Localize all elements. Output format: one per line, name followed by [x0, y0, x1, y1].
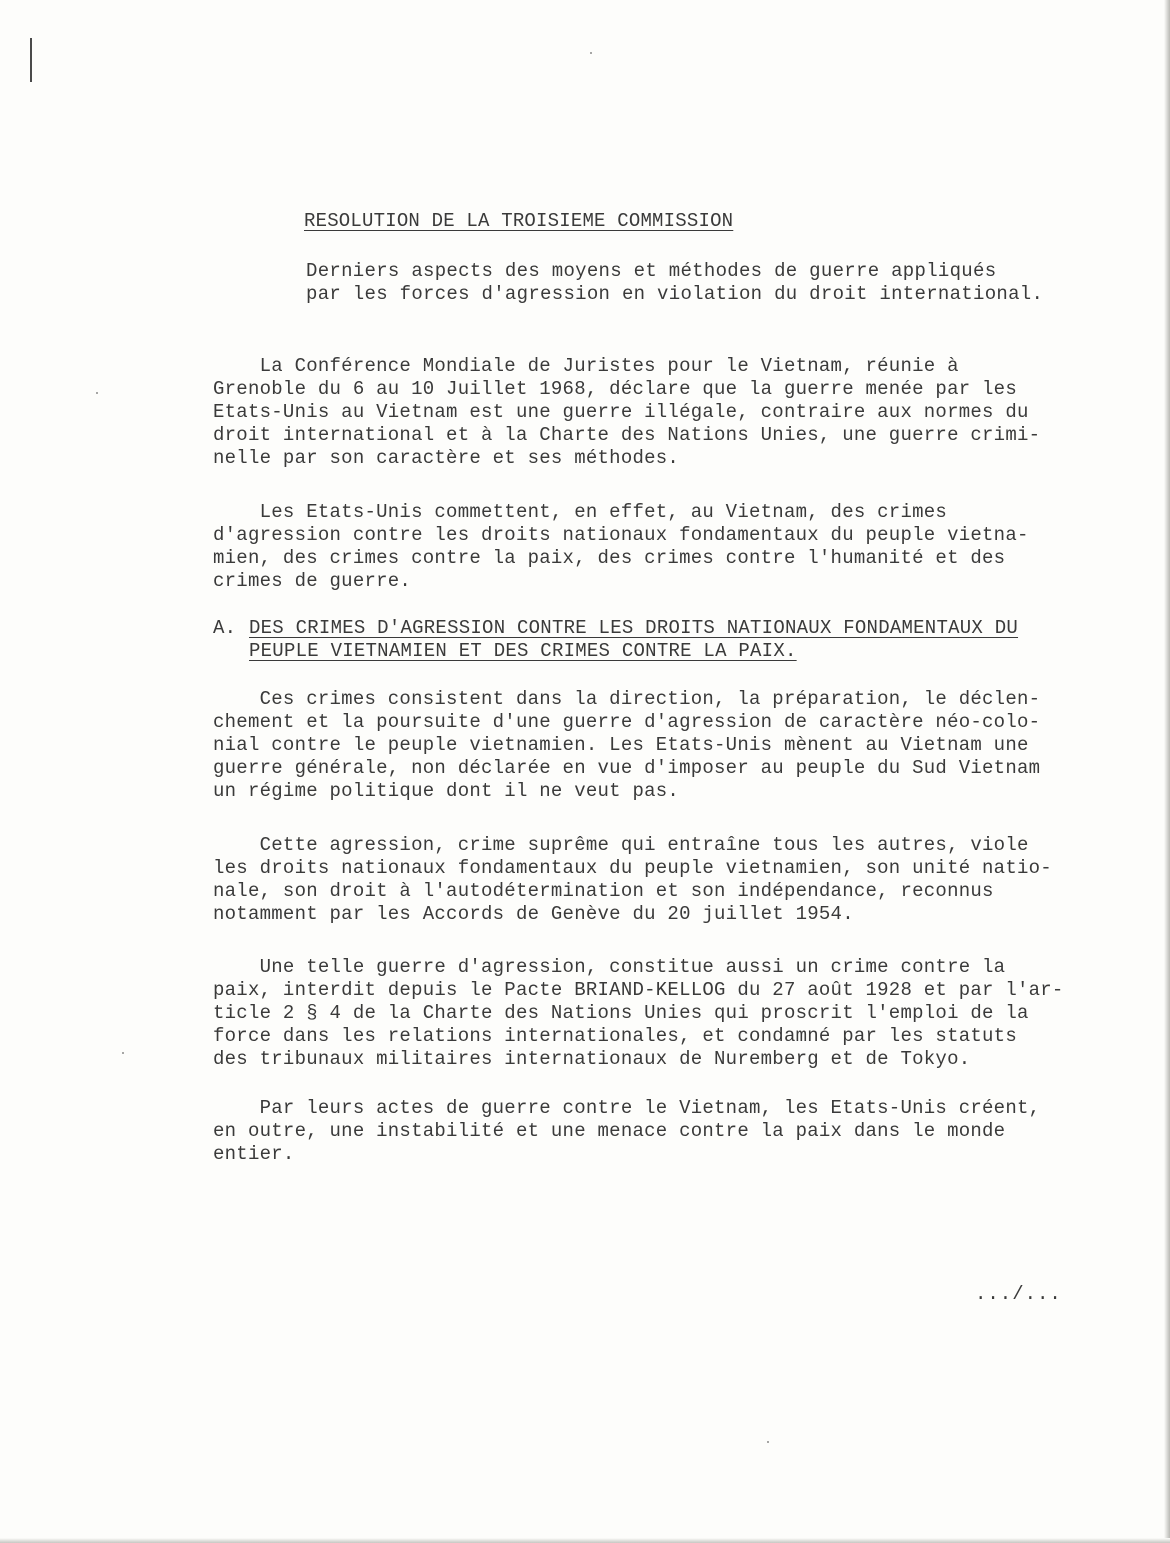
text-line: nelle par son caractère et ses méthodes. [213, 447, 680, 469]
text-line: droit international et à la Charte des Nations Unies, une guerre crimi- [213, 424, 1041, 446]
text-line: nale, son droit à l'autodétermination et son indépendance, reconnus [213, 880, 994, 902]
margin-pen-mark [30, 38, 32, 82]
heading-line: DES CRIMES D'AGRESSION CONTRE LES DROITS NATIONAUX FONDAMENTAUX DU [249, 617, 1019, 639]
text-line: Cette agression, crime suprême qui entraîne tous les autres, viole [213, 834, 1029, 856]
text-line: ticle 2 § 4 de la Charte des Nations Unies qui proscrit l'emploi de la [213, 1002, 1029, 1024]
text-line: notamment par les Accords de Genève du 20 juillet 1954. [213, 903, 854, 925]
text-line: nial contre le peuple vietnamien. Les Etats-Unis mènent au Vietnam une [213, 734, 1029, 756]
section-letter: A. [213, 617, 237, 639]
paragraph-us-crimes [213, 501, 1029, 593]
paper-speck [96, 392, 98, 394]
text-line: chement et la poursuite d'une guerre d'agression de caractère néo-colo- [213, 711, 1041, 733]
paragraph-aggression-violation [213, 834, 1052, 926]
paragraph-crimes-consist [213, 688, 1040, 803]
paper-speck [767, 1441, 769, 1443]
text-line: guerre générale, non déclarée en vue d'imposer au peuple du Sud Vietnam [213, 757, 1041, 779]
text-line: Etats-Unis au Vietnam est une guerre illégale, contraire aux normes du [213, 401, 1029, 423]
text-line: un régime politique dont il ne veut pas. [213, 780, 680, 802]
text-line: Ces crimes consistent dans la direction, la préparation, le déclen- [213, 688, 1041, 710]
continuation-mark: .../... [975, 1283, 1062, 1305]
text-line: des tribunaux militaires internationaux de Nuremberg et de Tokyo. [213, 1048, 971, 1070]
paragraph-world-instability [213, 1097, 1040, 1166]
document-title: RESOLUTION DE LA TROISIEME COMMISSION [304, 210, 734, 232]
text-line: Par leurs actes de guerre contre le Vietnam, les Etats-Unis créent, [213, 1097, 1041, 1119]
text-line: Les Etats-Unis commettent, en effet, au Vietnam, des crimes [213, 501, 948, 523]
text-line: mien, des crimes contre la paix, des crimes contre l'humanité et des [213, 547, 1006, 569]
text-line: en outre, une instabilité et une menace contre la paix dans le monde [213, 1120, 1006, 1142]
subtitle-line: Derniers aspects des moyens et méthodes de guerre appliqués [306, 260, 997, 282]
page-bottom-shadow [0, 1538, 1170, 1543]
heading-line: PEUPLE VIETNAMIEN ET DES CRIMES CONTRE LA PAIX. [249, 640, 797, 662]
subtitle-line: par les forces d'agression en violation du droit international. [306, 283, 1044, 305]
paragraph-conference-declaration [213, 355, 1040, 470]
text-line: paix, interdit depuis le Pacte BRIAND-KELLOG du 27 août 1928 et par l'ar- [213, 979, 1064, 1001]
text-line: les droits nationaux fondamentaux du peuple vietnamien, son unité natio- [213, 857, 1052, 879]
text-line: d'agression contre les droits nationaux fondamentaux du peuple vietna- [213, 524, 1029, 546]
paper-speck [590, 52, 592, 54]
text-line: force dans les relations internationales, et condamné par les statuts [213, 1025, 1017, 1047]
text-line: Une telle guerre d'agression, constitue aussi un crime contre la [213, 956, 1006, 978]
paragraph-crime-against-peace [213, 956, 1064, 1071]
section-a-heading [213, 617, 1018, 663]
paper-speck [122, 1052, 124, 1054]
text-line: Grenoble du 6 au 10 Juillet 1968, déclare que la guerre menée par les [213, 378, 1017, 400]
section-heading-text [249, 617, 1018, 663]
text-line: entier. [213, 1143, 295, 1165]
text-line: crimes de guerre. [213, 570, 412, 592]
text-line: La Conférence Mondiale de Juristes pour le Vietnam, réunie à [213, 355, 959, 377]
page-edge-shadow [1164, 0, 1170, 1543]
document-subtitle [306, 260, 1043, 306]
